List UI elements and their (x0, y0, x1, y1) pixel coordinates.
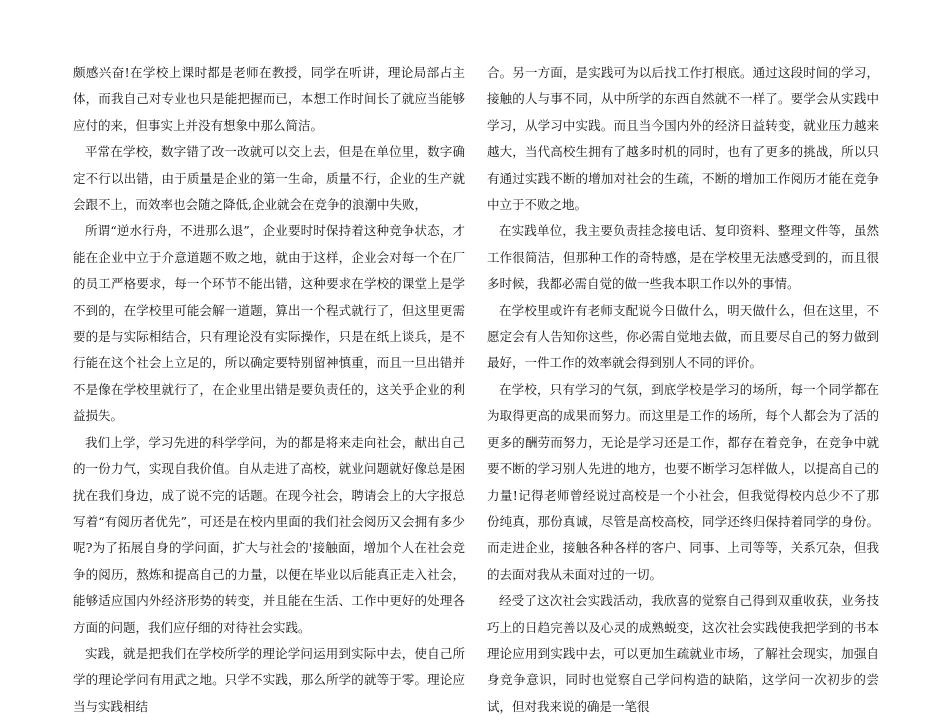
paragraph: 平常在学校，数字错了改一改就可以交上去，但是在单位里，数字确定不行以出错，由于质量是企业的第一生命，质量不行，企业的生产就会跟不上，而效率也会随之降低,企业就会在竞争的浪潮中失败， (73, 144, 465, 213)
paragraph: 颇感兴奋!在学校上课时都是老师在教授，同学在听讲，理论局部占主体，而我自己对专业也只是能把握而已，本想工作时间长了就应当能够应付的来，但事实上并没有想象中那么简洁。 (73, 65, 465, 133)
right-column (487, 60, 879, 720)
paragraph: 在学校，只有学习的气氛，到底学校是学习的场所，每一个同学都在为取得更高的成果而努力。而这里是工作的场所，每个人都会为了活的更多的酬劳而努力，无论是学习还是工作，都存在着竞争，在竞争中就要不断的学习别人先进的地方，也要不断学习怎样做人，以提高自己的力量!记得老师曾经说过高校是一个小社会，但我觉得校内总少不了那份纯真，那份真诚，尽管是高校高校，同学还终归保持着同学的身份。而走进企业，接触各种各样的客户、同事、上司等等，关系冗杂，但我的去面对我从未面对过的一切。 (487, 381, 879, 582)
paragraph: 我们上学，学习先进的科学学问，为的都是将来走向社会，献出自己的一份力气，实现自我价值。自从走进了高校，就业问题就好像总是困扰在我们身边，成了说不完的话题。在现今社会，聘请会上的大字报总写着“有阅历者优先”，可还是在校内里面的我们社会阅历又会拥有多少呢?为了拓展自身的学问面，扩大与社会的'接触面，增加个人在社会竞争的阅历，熬炼和提高自己的力量，以便在毕业以后能真正走入社会，能够适应国内外经济形势的转变，并且能在生活、工作中更好的处理各方面的问题，我们应仔细的对待社会实践。 (73, 434, 465, 635)
paragraph: 在学校里或许有老师支配说今日做什么，明天做什么，但在这里，不愿定会有人告知你这些，你必需自觉地去做，而且要尽自己的努力做到最好，一件工作的效率就会得到别人不同的评价。 (487, 302, 879, 371)
paragraph: 实践，就是把我们在学校所学的理论学问运用到实际中去，使自己所学的理论学问有用武之地。只学不实践，那么所学的就等于零。理论应当与实践相结 (73, 645, 465, 714)
paragraph: 经受了这次社会实践活动，我欣喜的觉察自己得到双重收获，业务技巧上的日趋完善以及心灵的成熟蜕变，这次社会实践使我把学到的书本理论应用到实践中去，可以更加生疏就业市场，了解社会现实，加强自身竞争意识，同时也觉察自己学问构造的缺陷，这学问一次初步的尝试，但对我来说的确是一笔很 (487, 593, 879, 714)
paragraph: 合。另一方面，是实践可为以后找工作打根底。通过这段时间的学习，接触的人与事不同，从中所学的东西自然就不一样了。要学会从实践中学习，从学习中实践。而且当今国内外的经济日益转变，就业压力越来越大，当代高校生拥有了越多时机的同时，也有了更多的挑战，所以只有通过实践不断的增加对社会的生疏，不断的增加工作阅历才能在竞争中立于不败之地。 (487, 65, 879, 213)
left-column (73, 60, 465, 720)
paragraph: 在实践单位，我主要负责挂念接电话、复印资料、整理文件等，虽然工作很简洁，但那种工作的奇特感，是在学校里无法感受到的，而且很多时候，我都必需自觉的做一些我本职工作以外的事情。 (487, 223, 879, 292)
paragraph: 所谓“逆水行舟，不进那么退”，企业要时时保持着这种竞争状态，才能在企业中立于介意道题不败之地，就由于这样，企业会对每一个在厂的员工严格要求，每一个环节不能出错，这种要求在学校的课堂上是学不到的，在学校里可能会解一道题，算出一个程式就行了，但这里更需要的是与实际相结合，只有理论没有实际操作，只是在纸上谈兵，是不行能在这个社会上立足的，所以确定要特别留神慎重，而且一旦出错并不是像在学校里就行了，在企业里出错是要负责任的，这关乎企业的利益损失。 (73, 223, 465, 424)
